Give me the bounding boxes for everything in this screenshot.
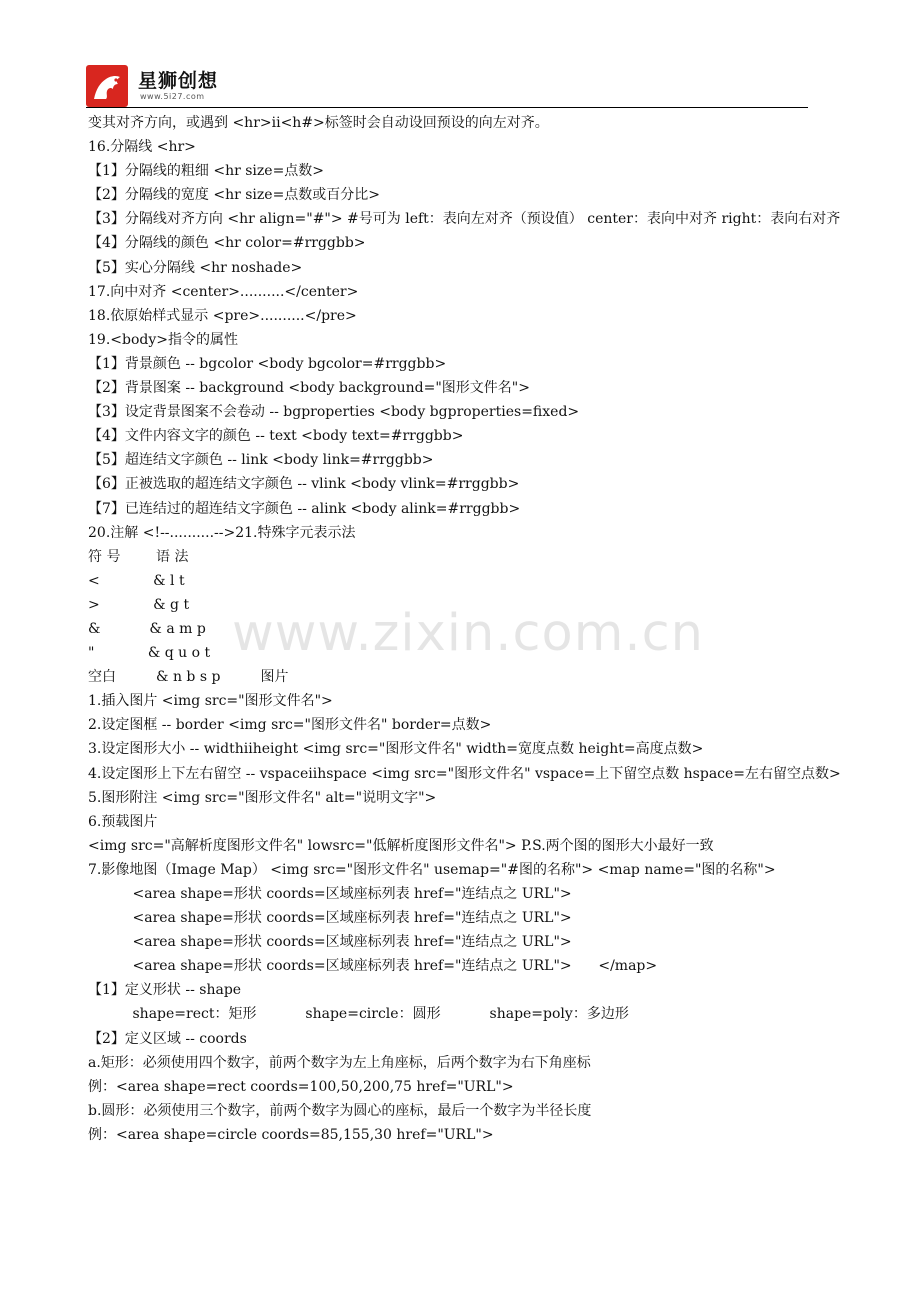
text-line: 7.影像地图（Image Map） <img src="图形文件名" usemap="#图的名称"> <map name="图的名称"> — [88, 861, 776, 878]
text-line: 【1】定义形状 -- shape — [88, 982, 242, 999]
text-line: <area shape=形状 coords=区域座标列表 href="连结点之 URL"> </map> — [88, 958, 658, 975]
text-line: <area shape=形状 coords=区域座标列表 href="连结点之 URL"> — [88, 910, 572, 927]
text-line: 例：<area shape=circle coords=85,155,30 href="URL"> — [88, 1126, 494, 1143]
text-line: shape=rect：矩形 shape=circle：圆形 shape=poly：多边形 — [88, 1006, 629, 1023]
text-line: 【4】分隔线的颜色 <hr color=#rrggbb> — [88, 235, 366, 252]
text-line: & & a m p — [88, 620, 206, 637]
text-line: 【3】设定背景图案不会卷动 -- bgproperties <body bgproperties=fixed> — [88, 404, 580, 421]
text-line: 空白 & n b s p 图片 — [88, 669, 289, 686]
text-line: 例：<area shape=rect coords=100,50,200,75 href="URL"> — [88, 1078, 514, 1095]
text-line: 2.设定图框 -- border <img src="图形文件名" border=点数> — [88, 717, 492, 734]
text-line: 【5】超连结文字颜色 -- link <body link=#rrggbb> — [88, 452, 434, 469]
text-line: 4.设定图形上下左右留空 -- vspaceiihspace <img src="图形文件名" vspace=上下留空点数 hspace=左右留空点数> — [88, 765, 841, 782]
text-line: 【1】背景颜色 -- bgcolor <body bgcolor=#rrggbb> — [88, 355, 447, 372]
text-line: a.矩形：必须使用四个数字，前两个数字为左上角座标，后两个数字为右下角座标 — [88, 1054, 591, 1071]
watermark: www.zixin.com.cn — [232, 604, 704, 663]
text-line: 1.插入图片 <img src="图形文件名"> — [88, 693, 333, 710]
text-line: < & l t — [88, 572, 185, 589]
text-line: 【2】背景图案 -- background <body background="图形文件名"> — [88, 380, 530, 397]
text-line: 18.依原始样式显示 <pre>..........</pre> — [88, 307, 357, 324]
brand-url: www.5i27.com — [140, 92, 205, 101]
document-header — [86, 62, 808, 108]
text-line: 【2】定义区域 -- coords — [88, 1030, 247, 1047]
text-line: 19.<body>指令的属性 — [88, 331, 238, 348]
text-line: 【3】分隔线对齐方向 <hr align="#"> #号可为 left：表向左对齐（预设值） center：表向中对齐 right：表向右对齐 — [88, 211, 841, 228]
text-line: b.圆形：必须使用三个数字，前两个数字为圆心的座标，最后一个数字为半径长度 — [88, 1102, 592, 1119]
text-line: 20.注解 <!--..........-->21.特殊字元表示法 — [88, 524, 356, 541]
header-divider — [86, 107, 808, 108]
text-line: 6.预载图片 — [88, 813, 158, 830]
text-line: " & q u o t — [88, 645, 211, 662]
text-line: 【2】分隔线的宽度 <hr size=点数或百分比> — [88, 187, 381, 204]
text-line: 【6】正被选取的超连结文字颜色 -- vlink <body vlink=#rrggbb> — [88, 476, 520, 493]
text-line: <img src="高解析度图形文件名" lowsrc="低解析度图形文件名"> P.S.两个图的图形大小最好一致 — [88, 837, 714, 854]
lion-logo-icon — [86, 65, 128, 107]
text-line: 3.设定图形大小 -- widthiiheight <img src="图形文件名" width=宽度点数 height=高度点数> — [88, 741, 704, 758]
text-line: 【4】文件内容文字的颜色 -- text <body text=#rrggbb> — [88, 428, 464, 445]
text-line: 符 号 语 法 — [88, 548, 189, 565]
brand-name: 星狮创想 — [138, 70, 219, 92]
text-line: 17.向中对齐 <center>..........</center> — [88, 283, 359, 300]
text-line: 5.图形附注 <img src="图形文件名" alt="说明文字"> — [88, 789, 437, 806]
text-line: > & g t — [88, 596, 190, 613]
text-line: <area shape=形状 coords=区域座标列表 href="连结点之 URL"> — [88, 934, 572, 951]
text-line: 【5】实心分隔线 <hr noshade> — [88, 259, 303, 276]
text-line: <area shape=形状 coords=区域座标列表 href="连结点之 URL"> — [88, 886, 572, 902]
document-body — [88, 111, 848, 1147]
text-line: 【1】分隔线的粗细 <hr size=点数> — [88, 163, 325, 180]
text-line: 16.分隔线 <hr> — [88, 139, 196, 156]
text-line: 变其对齐方向，或遇到 <hr>ii<h#>标签时会自动设回预设的向左对齐。 — [88, 115, 549, 131]
text-line: 【7】已连结过的超连结文字颜色 -- alink <body alink=#rrggbb> — [88, 500, 521, 517]
